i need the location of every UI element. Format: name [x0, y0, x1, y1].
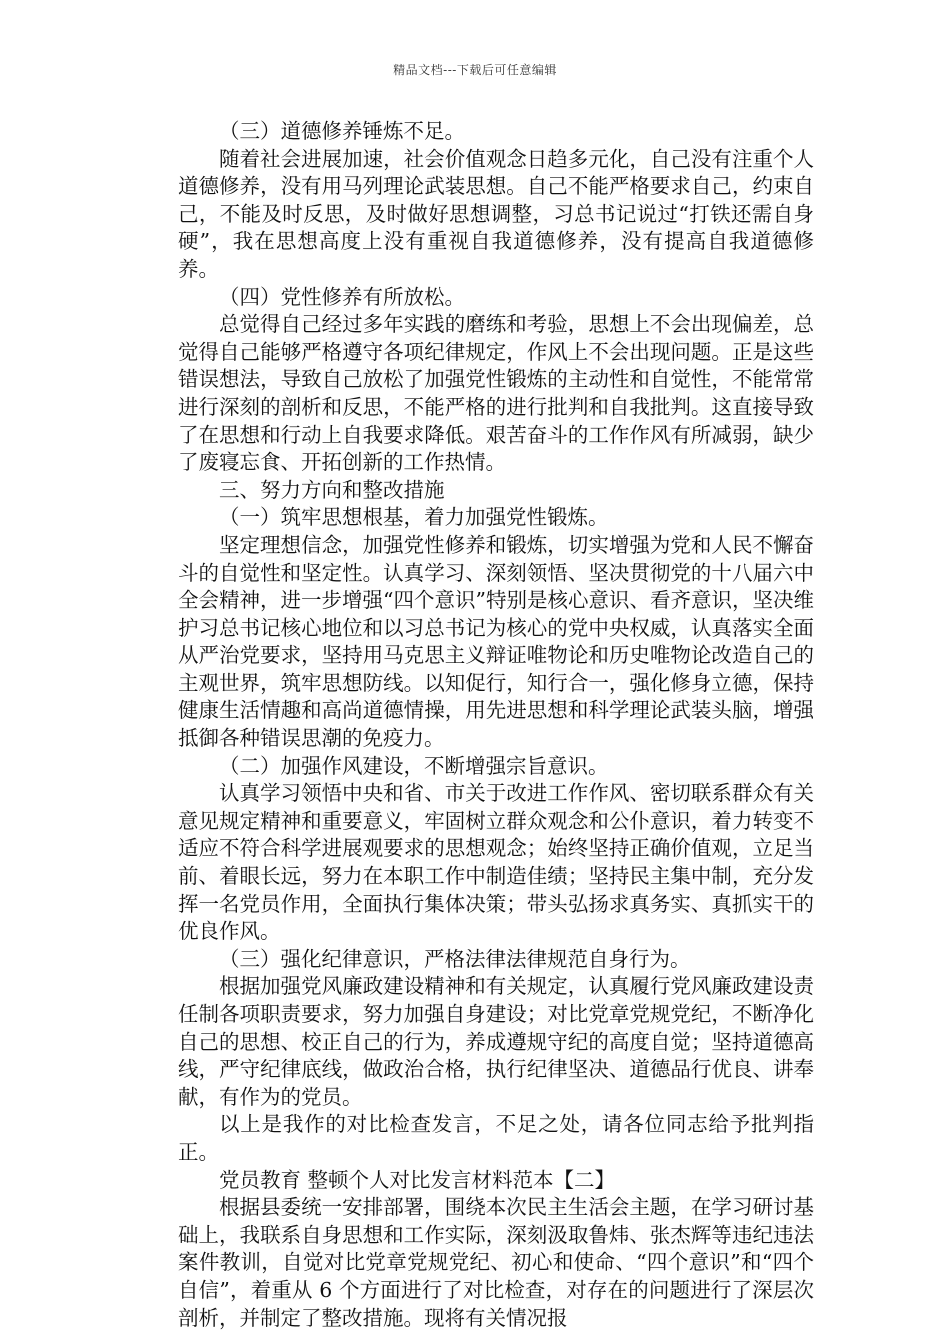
subheading-ideology: （一）筑牢思想根基，着力加强党性锻炼。: [219, 505, 609, 530]
paragraph: 坚定理想信念，加强党性修养和锻炼，切实增强为党和人民不懈奋斗的自觉性和坚定性。认真学习、深刻领悟、坚决贯彻党的十八届六中全会精神，进一步增强“四个意识”特别是核心意识、看齐意识，坚决维护习总书记核心地位和以习总书记为核心的党中央权威，认真落实全面从严治党要求，坚持用马克思主义辩证唯物论和历史唯物论改造自己的主观世界，筑牢思想防线。以知促行，知行合一，强化修身立德，保持健康生活情趣和高尚道德情操，用先进思想和科学理论武装头脑，增强抵御各种错误思潮的免疫力。: [178, 532, 814, 751]
paragraph: 随着社会进展加速，社会价值观念日趋多元化，自己没有注重个人道德修养，没有用马列理论武装思想。自己不能严格要求自己，约束自己，不能及时反思，及时做好思想调整，习总书记说过“打铁还需自身硬”，我在思想高度上没有重视自我道德修养，没有提高自我道德修养。: [178, 146, 814, 281]
paragraph-closing: 以上是我作的对比检查发言，不足之处，请各位同志给予批判指正。: [178, 1112, 814, 1164]
subheading-discipline: （三）强化纪律意识，严格法律法律规范自身行为。: [219, 946, 691, 971]
subheading-moral-cultivation: （三）道德修养锤炼不足。: [219, 119, 465, 143]
page-header: 精品文档---下载后可任意编辑: [393, 63, 557, 77]
section-heading-improvement: 三、努力方向和整改措施: [219, 477, 445, 502]
subheading-work-style: （二）加强作风建设，不断增强宗旨意识。: [219, 753, 609, 778]
document-body: [178, 118, 814, 1332]
paragraph: 根据县委统一安排部署，围绕本次民主生活会主题，在学习研讨基础上，我联系自身思想和工作实际，深刻汲取鲁炜、张杰辉等违纪违法案件教训，自觉对比党章党规党纪、初心和使命、“四个意识”和“四个自信”，着重从 6 个方面进行了对比检查，对存在的问题进行了深层次剖析，并制定了整改措施。现将有关情况报: [178, 1195, 814, 1330]
subheading-party-spirit: （四）党性修养有所放松。: [219, 284, 465, 309]
article-title-two: 党员教育 整顿个人对比发言材料范本【二】: [219, 1167, 616, 1192]
paragraph: 认真学习领悟中央和省、市关于改进工作作风、密切联系群众有关意见规定精神和重要意义，牢固树立群众观念和公仆意识，着力转变不适应不符合科学进展观要求的思想观念；始终坚持正确价值观，立足当前、着眼长远，努力在本职工作中制造佳绩；坚持民主集中制，充分发挥一名党员作用，全面执行集体决策；带头弘扬求真务实、真抓实干的优良作风。: [178, 781, 814, 944]
paragraph: 根据加强党风廉政建设精神和有关规定，认真履行党风廉政建设责任制各项职责要求，努力加强自身建设；对比党章党规党纪，不断净化自己的思想、校正自己的行为，养成遵规守纪的高度自觉；坚持道德高线，严守纪律底线，做政治合格，执行纪律坚决、道德品行优良、讲奉献，有作为的党员。: [178, 974, 814, 1109]
paragraph: 总觉得自己经过多年实践的磨练和考验，思想上不会出现偏差，总觉得自己能够严格遵守各项纪律规定，作风上不会出现问题。正是这些错误想法，导致自己放松了加强党性锻炼的主动性和自觉性，不能常常进行深刻的剖析和反思，不能严格的进行批判和自我批判。这直接导致了在思想和行动上自我要求降低。艰苦奋斗的工作作风有所减弱，缺少了废寝忘食、开拓创新的工作热情。: [178, 312, 814, 475]
